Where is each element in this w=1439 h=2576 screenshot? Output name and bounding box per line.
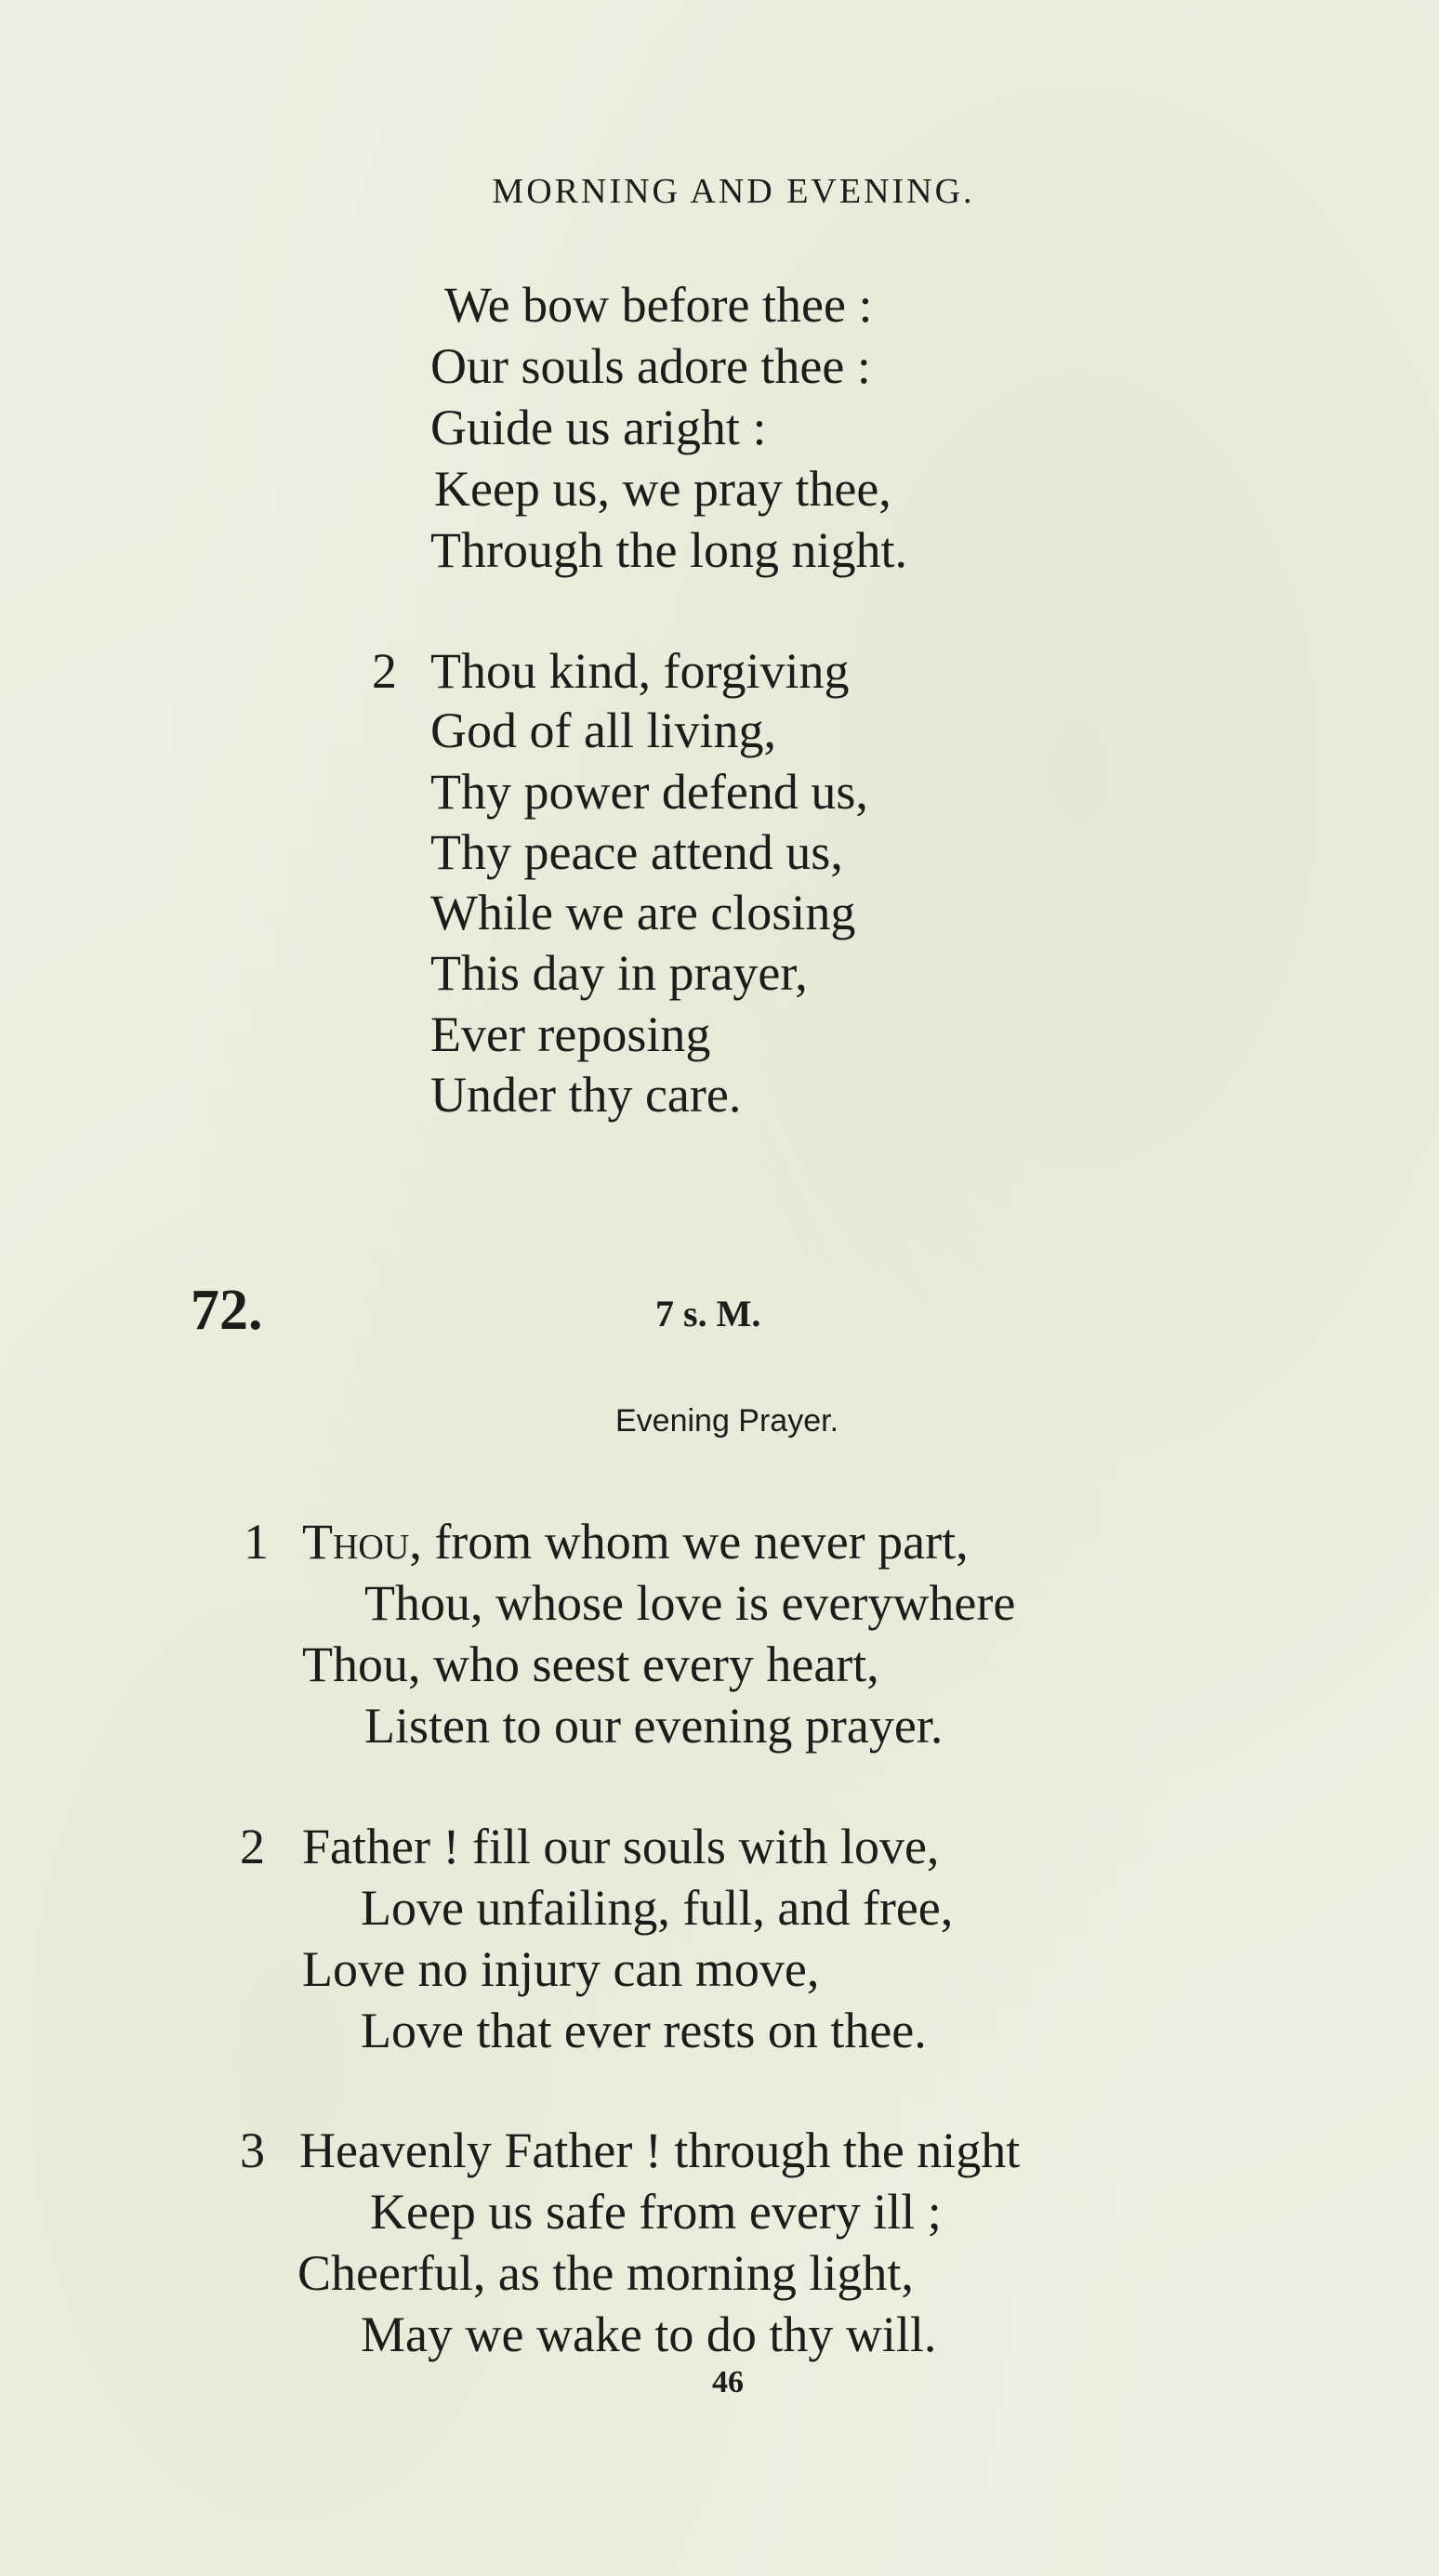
verse-line: While we are closing bbox=[430, 885, 856, 940]
verse-line: Thy power defend us, bbox=[430, 764, 868, 820]
verse-line bbox=[302, 1511, 969, 1572]
verse-line: Love no injury can move, bbox=[302, 1941, 820, 1997]
verse-line: Cheerful, as the morning light, bbox=[297, 2245, 914, 2301]
hymn-number: 72. bbox=[191, 1279, 263, 1342]
stanza-number: 2 bbox=[372, 643, 397, 699]
verse-line: Through the long night. bbox=[430, 522, 907, 578]
verse-line: Thy peace attend us, bbox=[430, 824, 843, 880]
verse-line: Our souls adore thee : bbox=[430, 338, 871, 394]
running-title: MORNING AND EVENING. bbox=[492, 172, 975, 211]
stanza-number: 1 bbox=[244, 1514, 269, 1570]
verse-line: Thou kind, forgiving bbox=[430, 643, 850, 699]
verse-line: Keep us, we pray thee, bbox=[434, 461, 891, 517]
verse-line: Keep us safe from every ill ; bbox=[370, 2184, 942, 2240]
verse-line: Under thy care. bbox=[430, 1067, 742, 1123]
first-word: Thou bbox=[302, 1514, 410, 1570]
verse-line: Father ! fill our souls with love, bbox=[302, 1819, 940, 1874]
verse-line: Ever reposing bbox=[430, 1006, 711, 1062]
page-number: 46 bbox=[712, 2365, 744, 2399]
verse-line: Thou, who seest every heart, bbox=[302, 1636, 879, 1692]
first-line-rest: , from whom we never part, bbox=[409, 1514, 969, 1570]
verse-line: This day in prayer, bbox=[430, 945, 808, 1001]
verse-line: God of all living, bbox=[430, 703, 776, 758]
verse-line: We bow before thee : bbox=[444, 277, 873, 333]
verse-line: Thou, whose love is everywhere bbox=[364, 1575, 1016, 1631]
verse-line: Heavenly Father ! through the night bbox=[299, 2123, 1021, 2178]
verse-line: Guide us aright : bbox=[430, 400, 767, 455]
verse-line: Love unfailing, full, and free, bbox=[361, 1880, 954, 1936]
verse-line: Listen to our evening prayer. bbox=[364, 1698, 944, 1754]
stanza-number: 3 bbox=[240, 2123, 265, 2178]
hymn-title: Evening Prayer. bbox=[614, 1403, 839, 1439]
stanza-number: 2 bbox=[240, 1819, 265, 1874]
verse-line: May we wake to do thy will. bbox=[361, 2307, 937, 2362]
hymn-meter: 7 s. M. bbox=[655, 1293, 761, 1334]
verse-line: Love that ever rests on thee. bbox=[361, 2003, 927, 2058]
